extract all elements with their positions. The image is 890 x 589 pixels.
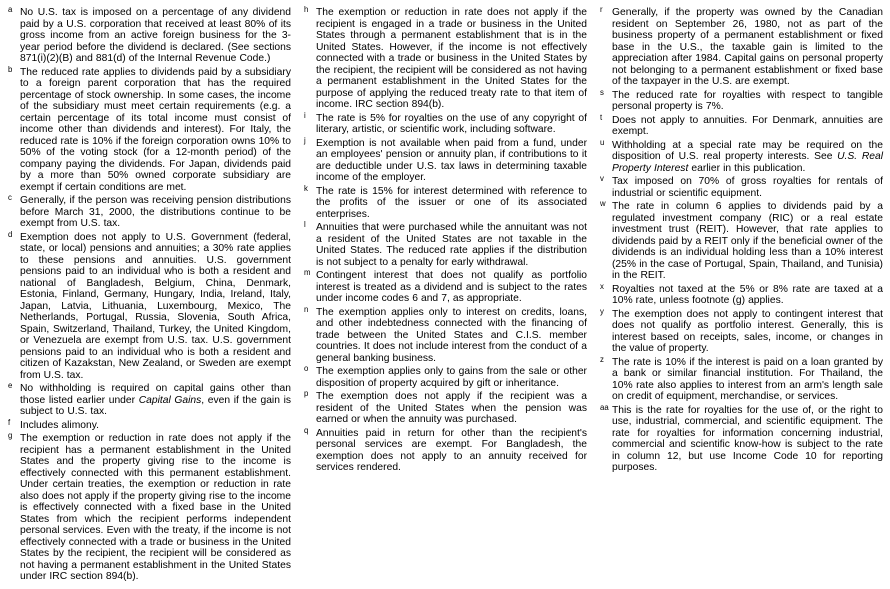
footnote-text: The exemption does not apply to contingent interest that does not qualify as portfolio interest. Generally, this is interest based on receipts, sales, income, or changes in the value of property. [612,308,883,354]
footnote-label: u [600,137,605,147]
footnote-text: Generally, if the person was receiving pension distributions before March 31, 2000, the distributions continue to be exempt from U.S. tax. [20,195,291,229]
footnote-label: g [8,431,13,440]
footnote-z [599,354,883,403]
footnote-text: Generally, if the property was owned by the Canadian resident on September 26, 1980, not as part of the business property of a permanent establishment or fixed base in the U.S., the taxable gain is limited to the appreciation after 1984. Capital gains on personal property not belonging to a permanent establishment or fixed base of the taxpayer in the U.S. are exempt. [612,7,883,87]
footnote-r [599,7,883,88]
footnote-label: w [600,199,606,208]
footnote-label: c [8,193,12,202]
footnote-text: The rate in column 6 applies to dividends paid by a regulated investment company (RIC) or a real estate investment trust (REIT). However, that rate applies to dividends paid by a REIT only if the beneficial owner of the dividends is an individual holding less than a 10% interest (25% in the case of Portugal, Spain, Thailand, and Tunisia) in the REIT. [612,201,883,281]
footnote-text: Royalties not taxed at the 5% or 8% rate are taxed at a 10% rate, unless footnote (g) applies. [612,283,883,306]
footnote-h [303,7,587,111]
footnote-label: v [600,174,604,183]
footnote-label: j [304,135,306,145]
footnote-text: The exemption or reduction in rate does not apply if the recipient is engaged in a trade or business in the United States through a permanent establishment that is in the United States. However, if the income is not effectively connected with a trade or business in the United States by the recipient, the recipient will be considered as not having a permanent establishment in the United States for the purpose of applying the reduced treaty rate to that item of income. IRC section 894(b). [316,7,587,110]
footnote-text: Exemption is not available when paid from a fund, under an employees' pension or annuity plan, if contributions to it are deductible under U.S. tax laws in determining taxable income of the employer. [316,137,587,183]
footnote-text: The rate is 5% for royalties on the use of any copyright of literary, artistic, or scientific work, including software. [316,112,587,135]
footnote-e [7,383,291,418]
footnote-text: The exemption applies only to interest on credits, loans, and other indebtedness connected with the financing of trade between the United States and C.I.S. member countries. It does not include interest from the conduct of a general banking business. [316,306,587,364]
footnote-label: i [304,110,306,120]
footnote-label: l [304,220,306,229]
footnote-label: z [600,354,604,364]
footnote-label: a [8,5,13,14]
footnote-text: The reduced rate for royalties with respect to tangible personal property is 7%. [612,89,883,112]
footnote-o [303,366,587,389]
footnote-a [7,7,291,65]
footnote-l [303,222,587,268]
footnote-text: The exemption applies only to gains from the sale or other disposition of property acquired by gift or inheritance. [316,366,587,389]
footnote-label: b [8,64,13,74]
footnote-aa [599,402,883,474]
footnote-label: s [600,87,604,97]
footnote-b [7,64,291,194]
footnote-label: f [8,417,11,427]
footnote-v [599,176,883,199]
footnote-d [7,229,291,382]
footnote-label: m [304,268,311,277]
footnote-text: Includes alimony. [20,419,99,431]
footnote-text: The exemption or reduction in rate does not apply if the recipient has a permanent establishment in the United States and the property giving rise to the income is effectively connected with this permanent establishment. Under certain treaties, the exemption or reduction in rate also does not apply if the property giving rise to the income is effectively connected with a fixed base in the United States from which the recipient performs independent personal services. Even with the treaty, if the income is not effectively connected with a trade or business in the United States by the recipient, the recipient will be considered as not having a permanent establishment in the United States under IRC section 894(b). [20,433,291,582]
footnote-c [7,195,291,230]
footnote-f [7,417,291,432]
footnote-q [303,425,587,474]
footnote-column-1 [7,7,291,589]
footnote-text: The rate is 10% if the interest is paid on a loan granted by a bank or similar financial institution. For Thailand, the 10% rate also applies to interest from an arm's length sale on credit of equipment, merchandise, or services. [612,356,883,402]
footnote-label: d [8,229,13,239]
footnote-u [599,137,883,175]
footnote-label: k [304,183,308,193]
footnote-column-2 [303,7,587,589]
footnote-k [303,183,587,221]
footnote-w [599,201,883,282]
footnote-text: This is the rate for royalties for the use of, or the right to use, industrial, commercial, and scientific equipment. The rate for royalties for information concerning industrial, commercial and scientific know-how is subject to the rate in column 12, but use Income Code 10 for reporting purposes. [612,404,883,473]
footnote-text: The rate is 15% for interest determined with reference to the profits of the issuer or one of its associated enterprises. [316,185,587,220]
footnote-label: t [600,112,603,122]
footnote-text: No withholding is required on capital gains other than those listed earlier under Capital Gains, even if the gain is subject to U.S. tax. [20,383,292,417]
footnote-x [599,281,883,307]
footnote-label: n [304,304,309,314]
footnote-label: y [600,306,604,316]
footnote-label: r [600,5,603,14]
footnote-label: aa [600,402,609,412]
footnote-p [303,391,587,426]
footnote-text: Contingent interest that does not qualify as portfolio interest is treated as a dividend and is subject to the rates under income codes 6 and 7, as appropriate. [316,270,587,304]
footnote-text: Annuities paid in return for other than the recipient's personal services are exempt. For Bangladesh, the exemption does not apply to an annuity received for services rendered. [316,427,587,473]
footnote-i [303,110,587,136]
footnote-text: Does not apply to annuities. For Denmark, annuities are exempt. [612,114,883,137]
footnote-text: The reduced rate applies to dividends paid by a subsidiary to a foreign parent corporation that has the required percentage of stock ownership. In some cases, the income of the subsidiary must meet certain requirements (e.g. a certain percentage of its total income must consist of income other than dividends and interest). For Italy, the reduced rate is 10% if the foreign corporation owns 10% to 50% of the voting stock (for a 12-month period) of the company paying the dividends. For Japan, dividends paid by a more than 50% owned corporate subsidiary are exempt if certain conditions are met. [20,66,291,193]
footnote-label: x [600,281,604,291]
footnote-m [303,270,587,305]
footnote-column-3 [599,7,883,589]
footnote-label: q [304,425,309,435]
footnote-label: h [304,5,309,14]
footnote-text: The exemption does not apply if the recipient was a resident of the United States when the pension was earned or when the annuity was purchased. [316,391,587,425]
footnote-text: Annuities that were purchased while the annuitant was not a resident of the United States are not taxable in the United States. The reduced rate applies if the distribution is not subject to a penalty for early withdrawal. [316,222,587,268]
footnote-text: Withholding at a special rate may be required on the disposition of U.S. real property interests. See U.S. Real Property Interest earlier in this publication. [612,139,883,174]
footnote-g [7,433,291,583]
footnote-text: Tax imposed on 70% of gross royalties for rentals of industrial or scientific equipment. [612,176,883,199]
footnote-label: p [304,389,309,398]
footnote-label: o [304,364,309,373]
footnote-n [303,304,587,365]
footnote-y [599,306,883,355]
footnote-j [303,135,587,184]
footnote-t [599,112,883,138]
footnote-s [599,87,883,113]
footnote-text: No U.S. tax is imposed on a percentage of any dividend paid by a U.S. corporation that received at least 80% of its gross income from an active foreign business for the 3-year period before the dividend is declared. (See sections 871(i)(2)(B) and 881(d) of the Internal Revenue Code.) [20,7,291,64]
footnote-text: Exemption does not apply to U.S. Government (federal, state, or local) pensions and annuities; a 30% rate applies to these pensions and annuities. U.S. government pensions paid to an individual who is both a resident and national of Bangladesh, Belgium, China, Denmark, Estonia, Finland, Germany, Hungary, India, Ireland, Italy, Japan, Latvia, Lithuania, Luxembourg, Mexico, The Netherlands, Portugal, Russia, Slovenia, South Africa, Spain, Switzerland, Thailand, Turkey, the United Kingdom, or Venezuela are exempt from U.S. tax. U.S. government pensions paid to an individual who is both a resident and citizen of Kazakstan, New Zealand, or Sweden are exempt from U.S. tax. [20,231,291,381]
footnote-label: e [8,381,13,390]
